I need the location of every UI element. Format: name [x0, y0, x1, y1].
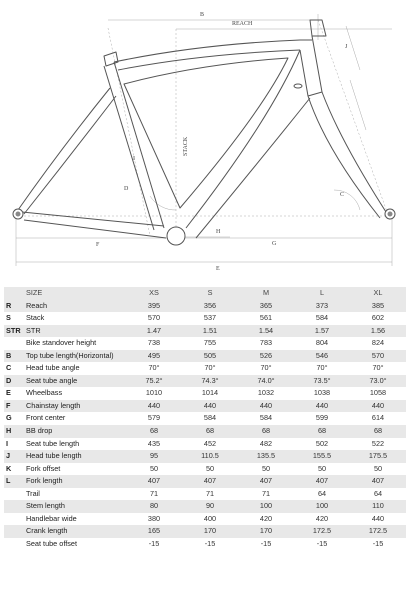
row-name: Seat tube offset [24, 538, 126, 551]
table-row [4, 375, 406, 388]
row-value: 1.56 [350, 325, 406, 338]
row-value: 64 [294, 488, 350, 501]
row-value: 70° [294, 362, 350, 375]
row-value: 407 [182, 475, 238, 488]
label-h: H [216, 229, 221, 235]
row-value: 50 [294, 463, 350, 476]
row-value: 90 [182, 500, 238, 513]
row-value: 1058 [350, 387, 406, 400]
fork-front [322, 92, 386, 212]
row-code [4, 513, 24, 526]
row-value: -15 [182, 538, 238, 551]
header-code [4, 287, 24, 300]
row-value: 579 [126, 412, 182, 425]
bottom-bracket [167, 227, 185, 245]
front-axle [388, 212, 393, 217]
row-value: 170 [238, 525, 294, 538]
row-name: Bike standover height [24, 337, 126, 350]
row-value: 110 [350, 500, 406, 513]
row-value: 380 [126, 513, 182, 526]
row-value: 73.5° [294, 375, 350, 388]
row-value: 599 [294, 412, 350, 425]
row-name: Head tube length [24, 450, 126, 463]
row-code: E [4, 387, 24, 400]
table-row [4, 400, 406, 413]
row-value: 1032 [238, 387, 294, 400]
row-value: 80 [126, 500, 182, 513]
row-value: 155.5 [294, 450, 350, 463]
row-value: 570 [126, 312, 182, 325]
table-row [4, 463, 406, 476]
row-code: R [4, 300, 24, 313]
row-value: 537 [182, 312, 238, 325]
row-value: 435 [126, 438, 182, 451]
row-value: 440 [126, 400, 182, 413]
table-row [4, 300, 406, 313]
row-value: 570 [350, 350, 406, 363]
row-value: 75.2° [126, 375, 182, 388]
table-row [4, 538, 406, 551]
geometry-table [4, 287, 406, 550]
label-d: D [124, 186, 129, 192]
row-name: Stem length [24, 500, 126, 513]
row-value: 407 [294, 475, 350, 488]
frame-geometry-diagram [0, 0, 406, 278]
head-tube-length-line [346, 26, 360, 70]
label-stack: STACK [183, 136, 189, 156]
row-value: 365 [238, 300, 294, 313]
row-value: 172.5 [350, 525, 406, 538]
row-code: H [4, 425, 24, 438]
row-value: 68 [294, 425, 350, 438]
row-value: 824 [350, 337, 406, 350]
row-name: Seat tube length [24, 438, 126, 451]
row-value: 172.5 [294, 525, 350, 538]
row-name: Top tube length(Horizontal) [24, 350, 126, 363]
head-angle-arc [334, 190, 360, 210]
fork-back [308, 96, 380, 218]
table-row [4, 362, 406, 375]
row-code: S [4, 312, 24, 325]
table-row [4, 387, 406, 400]
row-value: 68 [350, 425, 406, 438]
row-value: 165 [126, 525, 182, 538]
row-name: Fork length [24, 475, 126, 488]
row-code [4, 525, 24, 538]
row-value: -15 [238, 538, 294, 551]
row-code [4, 538, 24, 551]
row-value: 783 [238, 337, 294, 350]
table-row [4, 513, 406, 526]
label-j: J [345, 44, 348, 50]
row-value: 1.47 [126, 325, 182, 338]
row-value: 407 [238, 475, 294, 488]
row-value: 68 [126, 425, 182, 438]
row-value: 110.5 [182, 450, 238, 463]
row-value: 584 [294, 312, 350, 325]
label-b: B [200, 12, 205, 18]
row-name: BB drop [24, 425, 126, 438]
row-value: 440 [238, 400, 294, 413]
row-name: Handlebar wide [24, 513, 126, 526]
table-row [4, 312, 406, 325]
row-value: 95 [126, 450, 182, 463]
row-name: Crank length [24, 525, 126, 538]
row-value: 1.51 [182, 325, 238, 338]
row-value: 420 [294, 513, 350, 526]
table-row [4, 350, 406, 363]
row-value: 385 [350, 300, 406, 313]
row-value: 526 [238, 350, 294, 363]
row-value: 71 [182, 488, 238, 501]
row-value: 400 [182, 513, 238, 526]
label-reach: REACH [232, 21, 253, 27]
header-size-xs: XS [126, 287, 182, 300]
row-name: Chainstay length [24, 400, 126, 413]
seat-stay-top [18, 88, 110, 210]
header-size-l: L [294, 287, 350, 300]
row-name: Stack [24, 312, 126, 325]
row-value: 64 [350, 488, 406, 501]
row-name: STR [24, 325, 126, 338]
row-code [4, 337, 24, 350]
row-value: 738 [126, 337, 182, 350]
table-row [4, 475, 406, 488]
row-value: 452 [182, 438, 238, 451]
row-value: 546 [294, 350, 350, 363]
header-size-xl: XL [350, 287, 406, 300]
row-value: 614 [350, 412, 406, 425]
head-tube [300, 36, 322, 96]
header-size-label: SIZE [24, 287, 126, 300]
table-row [4, 337, 406, 350]
row-value: 395 [126, 300, 182, 313]
row-value: 804 [294, 337, 350, 350]
frame-outline [18, 20, 386, 238]
label-g: G [272, 241, 277, 247]
row-name: Fork offset [24, 463, 126, 476]
row-value: 1.57 [294, 325, 350, 338]
main-triangle-inner [124, 58, 288, 208]
cable-port [294, 84, 302, 88]
seat-angle-arc [150, 196, 176, 210]
row-value: 561 [238, 312, 294, 325]
row-code: K [4, 463, 24, 476]
table-row [4, 525, 406, 538]
row-name: Front center [24, 412, 126, 425]
row-value: 74.3° [182, 375, 238, 388]
row-value: 440 [294, 400, 350, 413]
header-size-s: S [182, 287, 238, 300]
row-value: 73.0° [350, 375, 406, 388]
row-value: 70° [350, 362, 406, 375]
row-value: 407 [126, 475, 182, 488]
table-row [4, 412, 406, 425]
row-name: Head tube angle [24, 362, 126, 375]
row-value: 1014 [182, 387, 238, 400]
header-size-m: M [238, 287, 294, 300]
rear-axle [16, 212, 21, 217]
row-value: 70° [182, 362, 238, 375]
table-row [4, 450, 406, 463]
row-value: 495 [126, 350, 182, 363]
seat-clamp [104, 52, 118, 66]
chain-stay-top [22, 212, 164, 226]
row-code: B [4, 350, 24, 363]
row-code: D [4, 375, 24, 388]
row-code: L [4, 475, 24, 488]
row-value: 356 [182, 300, 238, 313]
row-value: 482 [238, 438, 294, 451]
row-value: 1038 [294, 387, 350, 400]
seat-stay-bottom [24, 96, 116, 214]
row-value: 440 [350, 513, 406, 526]
seat-tube-back [104, 66, 154, 230]
label-e: E [216, 266, 220, 272]
row-name: Trail [24, 488, 126, 501]
row-code [4, 500, 24, 513]
row-value: -15 [294, 538, 350, 551]
row-value: -15 [350, 538, 406, 551]
seat-tube-front [114, 62, 164, 228]
row-code: C [4, 362, 24, 375]
table-row [4, 325, 406, 338]
row-value: 502 [294, 438, 350, 451]
label-c: C [340, 192, 345, 198]
row-value: 70° [238, 362, 294, 375]
row-value: 50 [182, 463, 238, 476]
row-code: STR [4, 325, 24, 338]
row-code: J [4, 450, 24, 463]
row-value: 373 [294, 300, 350, 313]
row-value: 71 [126, 488, 182, 501]
row-code [4, 488, 24, 501]
row-value: 50 [126, 463, 182, 476]
table-row [4, 425, 406, 438]
row-name: Reach [24, 300, 126, 313]
table-row [4, 438, 406, 451]
head-tube-axis [318, 20, 390, 220]
row-value: 505 [182, 350, 238, 363]
chain-stay-bottom [24, 220, 166, 238]
row-value: 100 [294, 500, 350, 513]
row-value: 50 [238, 463, 294, 476]
row-value: 50 [350, 463, 406, 476]
row-name: Wheelbass [24, 387, 126, 400]
row-value: 170 [182, 525, 238, 538]
row-value: 1.54 [238, 325, 294, 338]
row-value: 584 [182, 412, 238, 425]
row-value: 68 [238, 425, 294, 438]
row-value: 440 [182, 400, 238, 413]
down-tube-top [186, 50, 300, 228]
row-value: 1010 [126, 387, 182, 400]
label-f: F [96, 242, 100, 248]
row-value: 135.5 [238, 450, 294, 463]
row-name: Seat tube angle [24, 375, 126, 388]
row-value: 74.0° [238, 375, 294, 388]
row-value: 755 [182, 337, 238, 350]
row-code: G [4, 412, 24, 425]
row-value: 420 [238, 513, 294, 526]
row-value: 407 [350, 475, 406, 488]
row-value: 68 [182, 425, 238, 438]
fork-length-line [350, 80, 366, 130]
label-i: I [133, 156, 135, 162]
table-row [4, 500, 406, 513]
row-value: 100 [238, 500, 294, 513]
table-header-row [4, 287, 406, 300]
row-value: 440 [350, 400, 406, 413]
row-code: I [4, 438, 24, 451]
geometry-table-body [4, 300, 406, 551]
row-value: 584 [238, 412, 294, 425]
row-value: 175.5 [350, 450, 406, 463]
row-value: -15 [126, 538, 182, 551]
row-code: F [4, 400, 24, 413]
row-value: 602 [350, 312, 406, 325]
row-value: 71 [238, 488, 294, 501]
frame-svg [0, 0, 406, 278]
row-value: 522 [350, 438, 406, 451]
table-row [4, 488, 406, 501]
row-value: 70° [126, 362, 182, 375]
